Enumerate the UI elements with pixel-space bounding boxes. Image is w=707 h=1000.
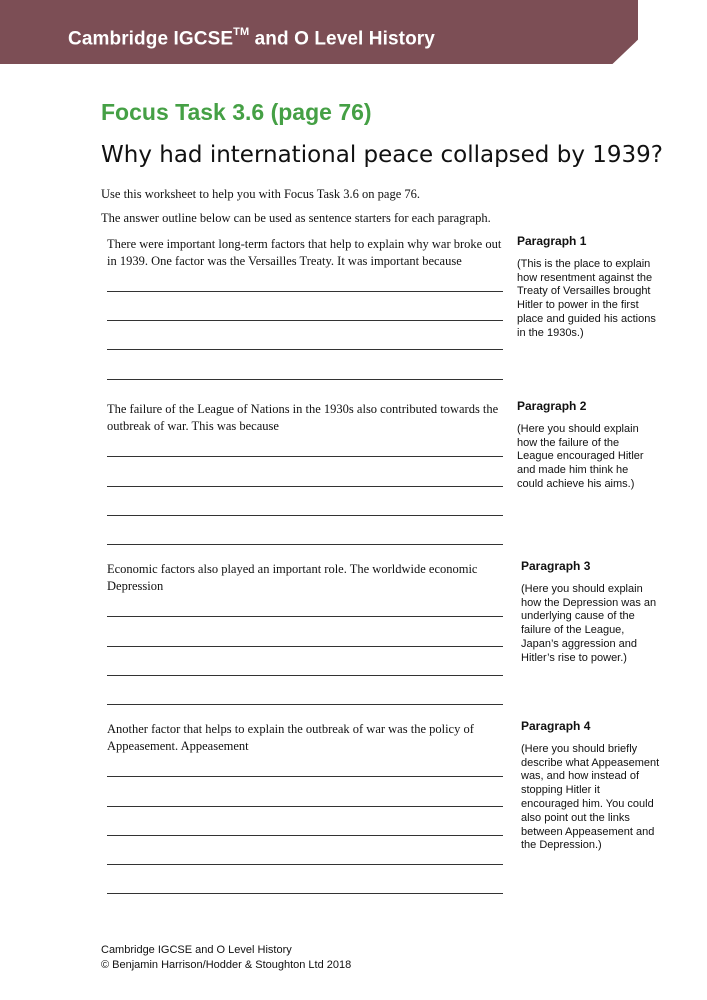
answer-line[interactable] <box>107 320 503 321</box>
paragraph-1-guidance: (This is the place to explain how resentment against the Treaty of Versailles brought Hitler to power in the first place and guided his actions in the 1930s.) <box>517 257 656 339</box>
paragraph-1-heading: Paragraph 1 <box>517 234 587 248</box>
answer-line[interactable] <box>107 544 503 545</box>
paragraph-3-heading: Paragraph 3 <box>521 559 591 573</box>
paragraph-2-heading: Paragraph 2 <box>517 399 587 413</box>
paragraph-3-answer-area <box>107 561 507 711</box>
paragraph-3-guidance-box <box>521 560 661 666</box>
question-heading: Why had international peace collapsed by 1939? <box>101 142 663 168</box>
paragraph-2-guidance-box <box>517 400 657 492</box>
header-title-main: Cambridge IGCSE <box>68 28 234 50</box>
paragraph-2-starter: The failure of the League of Nations in the 1930s also contributed towards the outbreak of war. This was because <box>107 402 499 433</box>
answer-line[interactable] <box>107 486 503 487</box>
answer-line[interactable] <box>107 835 503 836</box>
answer-line[interactable] <box>107 893 503 894</box>
paragraph-2-guidance: (Here you should explain how the failure of the League encouraged Hitler and made him think he could achieve his aims.) <box>517 422 644 490</box>
answer-line[interactable] <box>107 864 503 865</box>
paragraph-1-guidance-box <box>517 235 657 341</box>
paragraph-1-answer-area <box>107 236 507 386</box>
answer-line[interactable] <box>107 291 503 292</box>
answer-line[interactable] <box>107 515 503 516</box>
paragraph-4-guidance-box <box>521 720 661 853</box>
paragraph-4-answer-area <box>107 721 507 901</box>
footer <box>101 943 351 972</box>
header-title <box>68 28 435 50</box>
answer-line[interactable] <box>107 456 503 457</box>
intro-line-1: Use this worksheet to help you with Focus Task 3.6 on page 76. <box>101 187 421 201</box>
answer-line[interactable] <box>107 379 503 380</box>
answer-line[interactable] <box>107 776 503 777</box>
paragraph-4-heading: Paragraph 4 <box>521 719 591 733</box>
paragraph-2-answer-area <box>107 401 507 551</box>
answer-line[interactable] <box>107 806 503 807</box>
answer-line[interactable] <box>107 675 503 676</box>
intro-line-2: The answer outline below can be used as sentence starters for each paragraph. <box>101 211 491 225</box>
paragraph-4-guidance: (Here you should briefly describe what Appeasement was, and how instead of stopping Hitler it encouraged him. You could also point out the links between Appeasement and the Depression.) <box>521 742 660 852</box>
answer-line[interactable] <box>107 616 503 617</box>
trademark-mark: TM <box>233 26 250 38</box>
header-title-rest: and O Level History <box>249 28 435 50</box>
answer-line[interactable] <box>107 646 503 647</box>
paragraph-4-starter: Another factor that helps to explain the outbreak of war was the policy of Appeasement. Appeasement <box>107 722 474 753</box>
focus-task-title: Focus Task 3.6 (page 76) <box>101 99 372 125</box>
paragraph-3-starter: Economic factors also played an important role. The worldwide economic Depression <box>107 562 478 593</box>
paragraph-3-guidance: (Here you should explain how the Depression was an underlying cause of the failure of the League, Japan’s aggression and Hitler’s rise to power.) <box>521 582 657 664</box>
answer-line[interactable] <box>107 349 503 350</box>
paragraph-1-starter: There were important long-term factors that help to explain why war broke out in 1939. One factor was the Versailles Treaty. It was important because <box>107 237 502 268</box>
footer-line-1: Cambridge IGCSE and O Level History <box>101 944 292 956</box>
answer-line[interactable] <box>107 704 503 705</box>
footer-copyright: © Benjamin Harrison/Hodder & Stoughton Ltd 2018 <box>101 958 352 971</box>
